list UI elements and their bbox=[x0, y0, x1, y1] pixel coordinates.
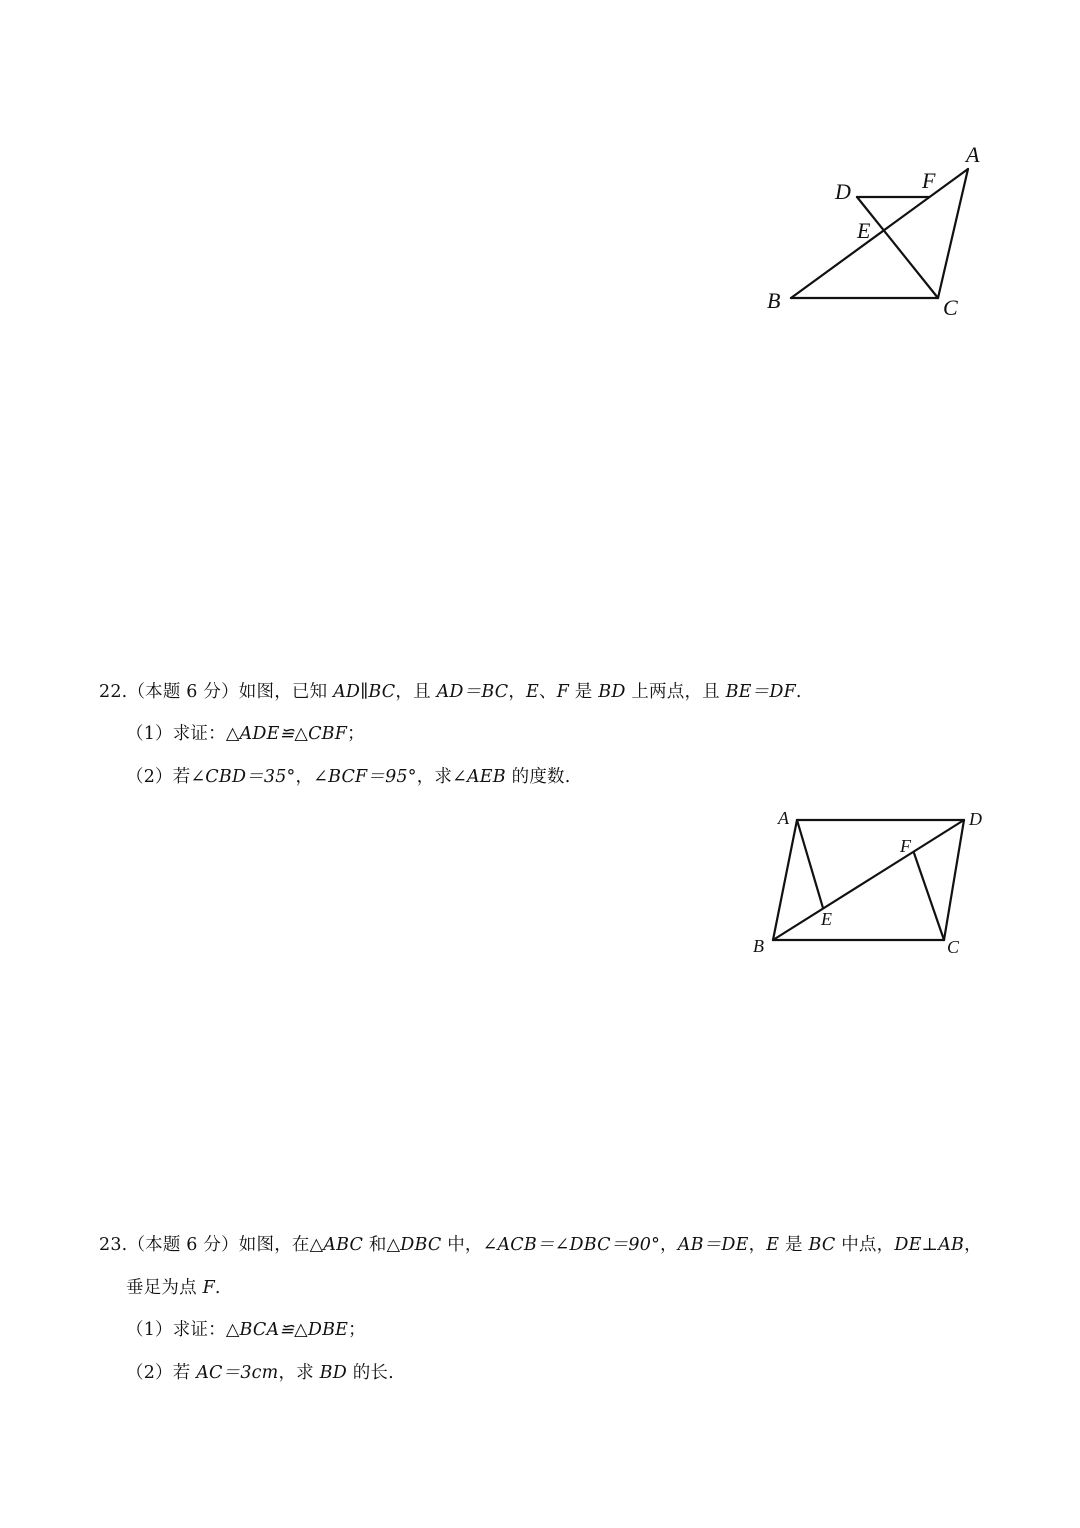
segment-dc bbox=[944, 820, 964, 940]
segment-dc bbox=[857, 197, 938, 298]
question-23-part-2: （2）若 AC＝3cm，求 BD 的长. bbox=[126, 1363, 394, 1383]
label-a: A bbox=[778, 808, 789, 828]
label-f: F bbox=[900, 836, 911, 856]
label-f: F bbox=[922, 168, 936, 193]
question-23-part-1: （1）求证：△BCA≌△DBE； bbox=[126, 1320, 366, 1340]
label-d: D bbox=[835, 179, 851, 204]
congruence-statement: △BCA≌△DBE bbox=[225, 1320, 349, 1340]
segment-ab bbox=[773, 820, 797, 940]
question-22-part-1: （1）求证：△ADE≌△CBF； bbox=[126, 724, 365, 744]
label-b: B bbox=[767, 288, 781, 313]
condition-right-angles: ∠ACB＝∠DBC＝90° bbox=[482, 1235, 661, 1255]
label-c: C bbox=[947, 937, 960, 957]
condition-equal: AD＝BC bbox=[436, 682, 509, 702]
condition-be-df: BE＝DF bbox=[725, 682, 796, 702]
label-e: E bbox=[857, 218, 871, 243]
geometry-figure-2 bbox=[740, 800, 1000, 970]
question-22-stem: 22.（本题 6 分）如图，已知 AD∥BC，且 AD＝BC，E、F 是 BD 上两点，且 BE＝DF. bbox=[99, 682, 802, 702]
question-number: 23. bbox=[99, 1235, 128, 1255]
label-e: E bbox=[821, 909, 832, 929]
segment-cf bbox=[914, 853, 944, 940]
question-number: 22. bbox=[99, 682, 128, 702]
label-c: C bbox=[943, 295, 958, 320]
segment-ae bbox=[797, 820, 823, 908]
geometry-figure-1 bbox=[740, 130, 1020, 330]
label-b: B bbox=[753, 936, 764, 956]
question-23-stem: 23.（本题 6 分）如图，在△ABC 和△DBC 中，∠ACB＝∠DBC＝90°，AB＝DE，E 是 BC 中点，DE⊥AB， bbox=[99, 1235, 982, 1255]
condition-parallel: AD∥BC bbox=[333, 682, 396, 702]
congruence-statement: △ADE≌△CBF bbox=[225, 724, 348, 744]
label-a: A bbox=[966, 142, 980, 167]
question-points: （本题 6 分） bbox=[127, 682, 239, 702]
question-22-part-2: （2）若∠CBD＝35°，∠BCF＝95°，求∠AEB 的度数. bbox=[126, 767, 571, 787]
question-23-stem-line-2: 垂足为点 F. bbox=[126, 1278, 221, 1298]
label-d: D bbox=[969, 809, 982, 829]
question-points: （本题 6 分） bbox=[127, 1235, 239, 1255]
